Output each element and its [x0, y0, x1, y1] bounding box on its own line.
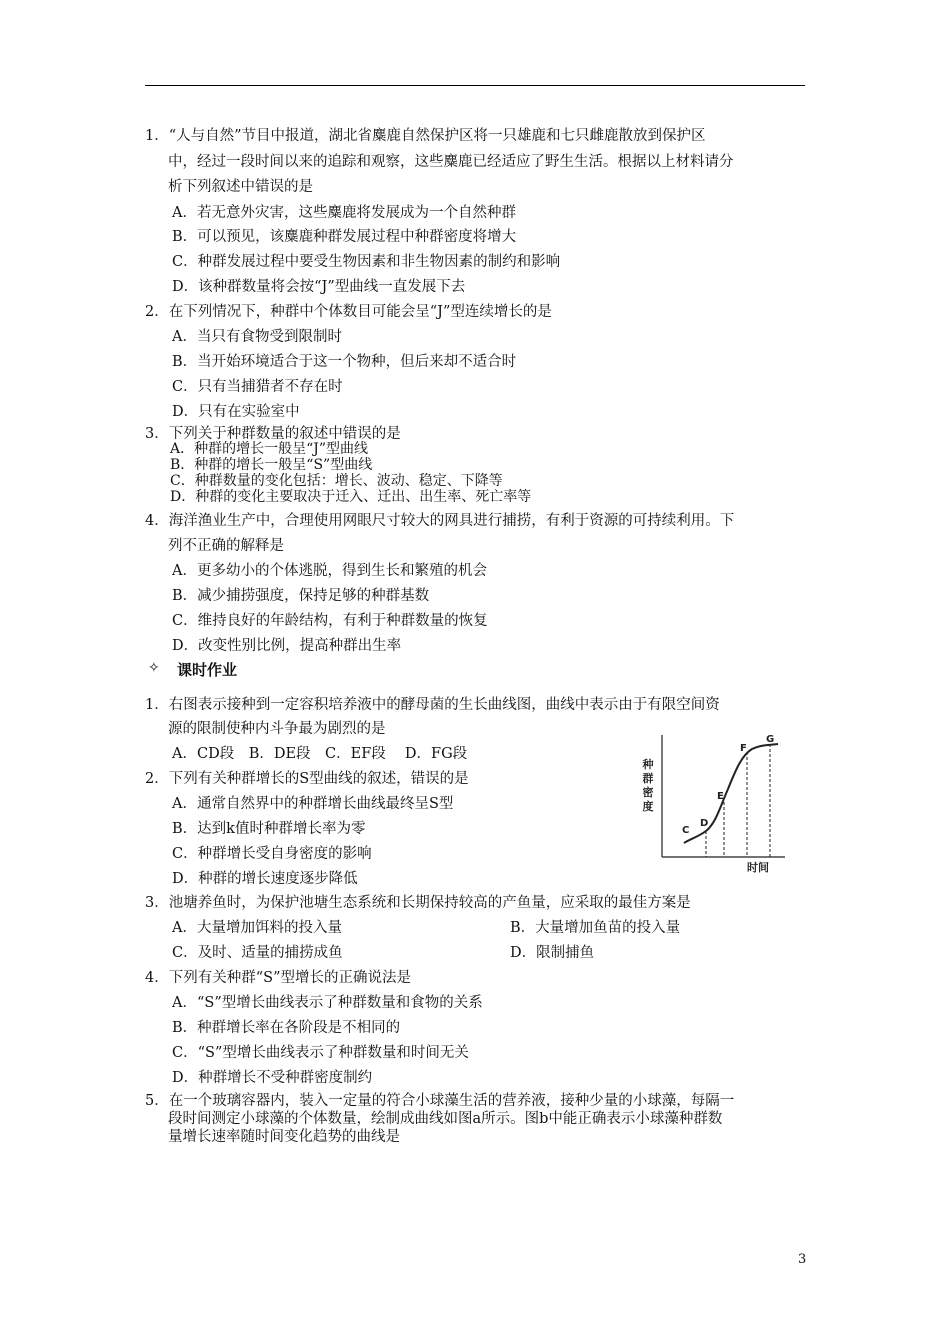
- section-heading: 课时作业: [177, 661, 238, 679]
- q1-line-3: 析下列叙述中错误的是: [168, 179, 313, 195]
- point-label-e: E: [717, 791, 724, 802]
- growth-curve: [684, 744, 778, 843]
- q4-option-c: C．维持良好的年龄结构，有利于种群数量的恢复: [172, 613, 488, 629]
- q3-stem: 3．下列关于种群数量的叙述中错误的是: [145, 426, 401, 442]
- q1-line-1: 1．“人与自然”节目中报道，湖北省麋鹿自然保护区将一只雄鹿和七只雌鹿散放到保护区: [145, 128, 706, 144]
- q4-option-d: D．改变性别比例，提高种群出生率: [172, 638, 402, 654]
- hw-q5-line-2: 段时间测定小球藻的个体数量，绘制成曲线如图a所示。图b中能正确表示小球藻种群数: [168, 1111, 723, 1127]
- hw-q5-line-1: 5．在一个玻璃容器内，装入一定量的符合小球藻生活的营养液，接种少量的小球藻，每隔一: [145, 1093, 735, 1109]
- svg-text:群: 群: [642, 772, 654, 785]
- page-number: 3: [798, 1252, 807, 1267]
- hw-q4-stem: 4．下列有关种群“S”型增长的正确说法是: [145, 970, 411, 986]
- q4-line-2: 列不正确的解释是: [168, 538, 284, 554]
- q3-option-b: B．种群的增长一般呈“S”型曲线: [170, 457, 373, 473]
- x-axis-label: 时间: [747, 861, 769, 874]
- q2-option-b: B．当开始环境适合于这一个物种，但后来却不适合时: [172, 354, 517, 370]
- hw-q3-option-d: D．限制捕鱼: [510, 945, 595, 961]
- q1-option-a: A．若无意外灾害，这些麋鹿将发展成为一个自然种群: [172, 205, 516, 221]
- q1-option-c: C．种群发展过程中要受生物因素和非生物因素的制约和影响: [172, 254, 561, 270]
- q3-option-c: C．种群数量的变化包括：增长、波动、稳定、下降等: [170, 473, 503, 489]
- q2-option-d: D．只有在实验室中: [172, 404, 300, 420]
- hw-q3-option-a: A．大量增加饵料的投入量: [172, 920, 342, 936]
- hw-q1-line-1: 1．右图表示接种到一定容积培养液中的酵母菌的生长曲线图，曲线中表示由于有限空间资: [145, 697, 720, 713]
- q1-option-b: B．可以预见，该麋鹿种群发展过程中种群密度将增大: [172, 229, 517, 245]
- q4-line-1: 4．海洋渔业生产中，合理使用网眼尺寸较大的网具进行捕捞，有利于资源的可持续利用。下: [145, 513, 735, 529]
- header-rule: [145, 85, 805, 86]
- hw-q2-stem: 2．下列有关种群增长的S型曲线的叙述，错误的是: [145, 771, 469, 787]
- point-label-f: F: [740, 743, 747, 754]
- hw-q2-option-d: D．种群的增长速度逐步降低: [172, 871, 358, 887]
- hw-q3-option-b: B．大量增加鱼苗的投入量: [510, 920, 681, 936]
- hw-q5-line-3: 量增长速率随时间变化趋势的曲线是: [168, 1129, 400, 1145]
- q4-option-b: B．减少捕捞强度，保持足够的种群基数: [172, 588, 430, 604]
- point-label-g: G: [766, 734, 775, 745]
- hw-q1-options: A．CD段 B．DE段 C．EF段 D．FG段: [172, 746, 468, 762]
- hw-q3-option-c: C．及时、适量的捕捞成鱼: [172, 945, 343, 961]
- section-marker-icon: ✧: [148, 660, 160, 676]
- point-label-d: D: [700, 818, 709, 829]
- q4-option-a: A．更多幼小的个体逃脱，得到生长和繁殖的机会: [172, 563, 487, 579]
- q2-option-a: A．当只有食物受到限制时: [172, 329, 342, 345]
- q2-option-c: C．只有当捕猎者不存在时: [172, 379, 343, 395]
- hw-q2-option-b: B．达到k值时种群增长率为零: [172, 821, 366, 837]
- q3-option-a: A．种群的增长一般呈“J”型曲线: [170, 441, 369, 457]
- hw-q2-option-a: A．通常自然界中的种群增长曲线最终呈S型: [172, 796, 454, 812]
- y-axis-label: [642, 757, 654, 813]
- q1-option-d: D．该种群数量将会按“J”型曲线一直发展下去: [172, 279, 466, 295]
- svg-text:密: 密: [642, 786, 654, 799]
- hw-q1-line-2: 源的限制使种内斗争最为剧烈的是: [168, 721, 386, 737]
- hw-q2-option-c: C．种群增长受自身密度的影响: [172, 846, 372, 862]
- point-label-c: C: [682, 825, 690, 836]
- hw-q4-option-b: B．种群增长率在各阶段是不相同的: [172, 1020, 401, 1036]
- q2-stem: 2．在下列情况下，种群中个体数目可能会呈“J”型连续增长的是: [145, 304, 552, 320]
- hw-q4-option-c: C．“S”型增长曲线表示了种群数量和时间无关: [172, 1045, 469, 1061]
- hw-q4-option-a: A．“S”型增长曲线表示了种群数量和食物的关系: [172, 995, 483, 1011]
- hw-q4-option-d: D．种群增长不受种群密度制约: [172, 1070, 373, 1086]
- svg-text:种: 种: [642, 758, 654, 771]
- q1-line-2: 中，经过一段时间以来的追踪和观察，这些麋鹿已经适应了野生生活。根据以上材料请分: [168, 154, 734, 170]
- hw-q3-stem: 3．池塘养鱼时，为保护池塘生态系统和长期保持较高的产鱼量，应采取的最佳方案是: [145, 895, 691, 911]
- svg-text:度: 度: [642, 800, 654, 813]
- q3-option-d: D．种群的变化主要取决于迁入、迁出、出生率、死亡率等: [170, 489, 532, 505]
- growth-curve-figure: [620, 725, 790, 875]
